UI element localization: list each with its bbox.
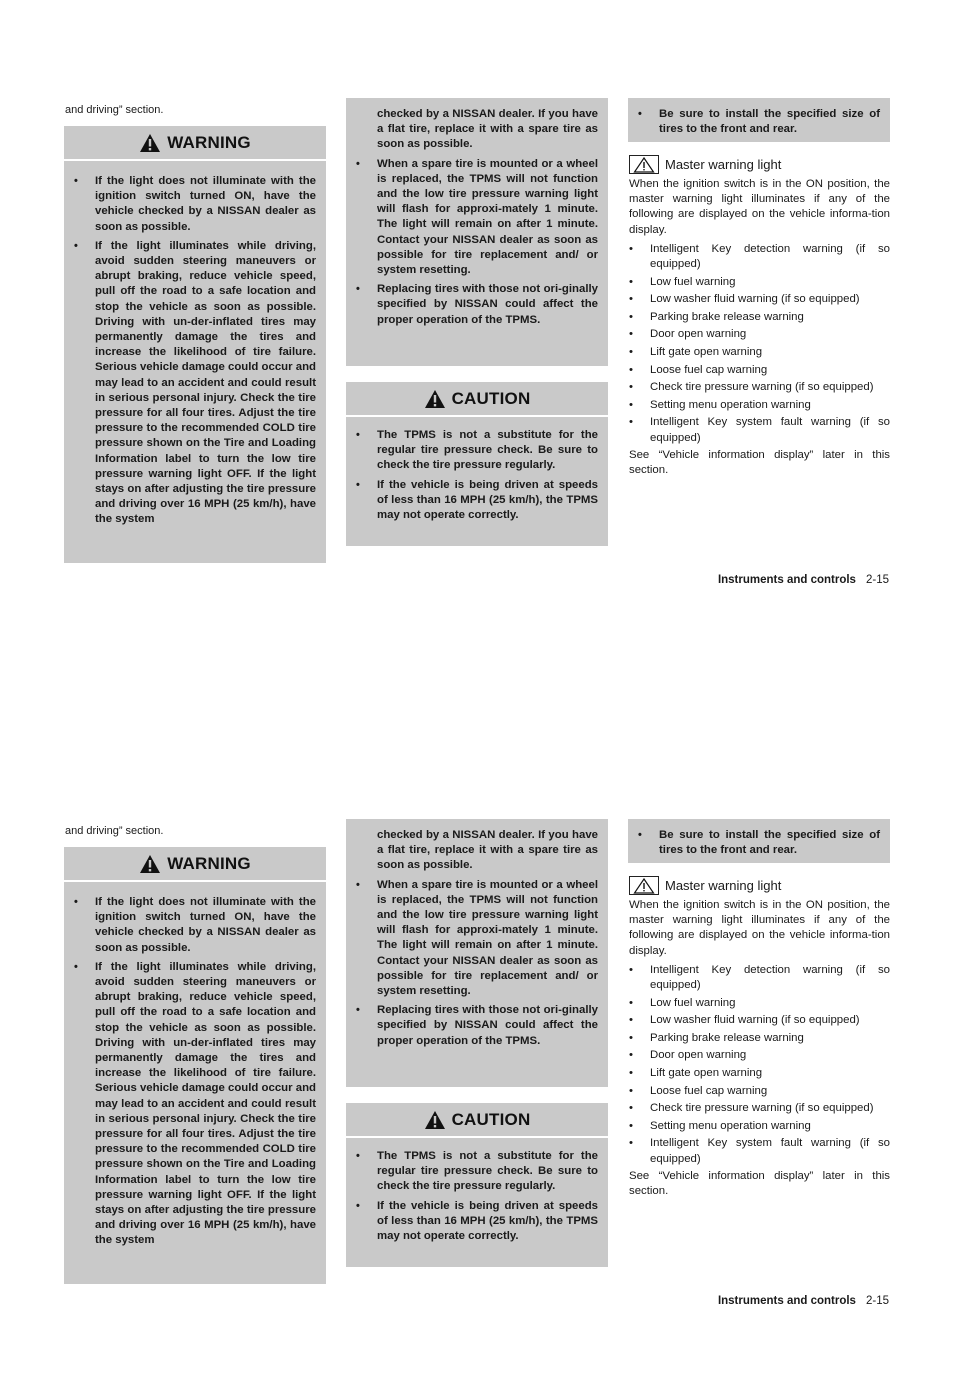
warning-box <box>64 847 326 1284</box>
master-warning-item: • Setting menu operation warning <box>629 398 890 413</box>
warning-item: • If the light does not illuminate with the ignition switch turned ON, have the vehicle checked by a NISSAN dealer as soon as possible. <box>64 174 326 235</box>
warning-title: WARNING <box>167 132 251 152</box>
caution-triangle-icon <box>424 389 446 409</box>
caution-triangle-icon <box>424 1110 446 1130</box>
caution-box <box>346 382 608 546</box>
warning-continued-text: checked by a NISSAN dealer. If you have a flat tire, replace it with a spare tire as soon as possible. <box>377 108 598 151</box>
master-warning-item: • Check tire pressure warning (if so equipped) <box>629 1101 890 1116</box>
warning-item: • If the light does not illuminate with the ignition switch turned ON, have the vehicle checked by a NISSAN dealer as soon as possible. <box>64 895 326 956</box>
page-footer <box>718 1294 889 1309</box>
footer-page-number: 2-15 <box>865 1295 889 1307</box>
warning-item: • If the light illuminates while driving, avoid sudden steering maneuvers or abrupt braking, reduce vehicle speed, pull off the road to a safe location and stop the vehicle as soon as possible. Driving with un-der-inflated tires may permanently damage the tires and increase the likelihood of tire failure. Serious vehicle damage could occur and may lead to an accident and could result in serious personal injury. Check the tire pressure for all four tires. Adjust the tire pressure to the recommended COLD tire pressure shown on the Tire and Loading Information label to turn the low tire pressure warning light OFF. If the light stays on after adjusting the tire pressure and driving over 16 MPH (25 km/h), have the system <box>64 960 326 1249</box>
intro-text: and driving” section. <box>65 825 164 837</box>
master-warning-section <box>629 876 890 1204</box>
warning-item: • Replacing tires with those not ori-ginally specified by NISSAN could affect the proper operation of the TPMS. <box>346 282 608 328</box>
warning-triangle-icon <box>139 133 161 153</box>
warning-title: WARNING <box>167 853 251 873</box>
warning-triangle-icon <box>139 854 161 874</box>
master-warning-item: • Lift gate open warning <box>629 345 890 360</box>
caution-title: CAUTION <box>451 388 531 408</box>
caution-header <box>346 382 608 417</box>
warning-item: • Replacing tires with those not ori-ginally specified by NISSAN could affect the proper operation of the TPMS. <box>346 1003 608 1049</box>
note-box <box>628 819 890 863</box>
caution-item: • The TPMS is not a substitute for the regular tire pressure check. Be sure to check the tire pressure regularly. <box>346 428 608 474</box>
master-warning-item: • Check tire pressure warning (if so equipped) <box>629 380 890 395</box>
master-warning-item: • Loose fuel cap warning <box>629 1084 890 1099</box>
footer-page-number: 2-15 <box>865 574 889 586</box>
master-warning-title: Master warning light <box>665 877 782 893</box>
footer-section-name: Instruments and controls <box>717 1295 856 1307</box>
caution-item: • If the vehicle is being driven at speeds of less than 16 MPH (25 km/h), the TPMS may not operate correctly. <box>346 478 608 524</box>
warning-continued-text: checked by a NISSAN dealer. If you have a flat tire, replace it with a spare tire as soon as possible. <box>377 829 598 872</box>
warning-item: • If the light illuminates while driving, avoid sudden steering maneuvers or abrupt braking, reduce vehicle speed, pull off the road to a safe location and stop the vehicle as soon as possible. Driving with un-der-inflated tires may permanently damage the tires and increase the likelihood of tire failure. Serious vehicle damage could occur and may lead to an accident and could result in serious personal injury. Check the tire pressure for all four tires. Adjust the tire pressure to the recommended COLD tire pressure shown on the Tire and Loading Information label to turn the low tire pressure warning light OFF. If the light stays on after adjusting the tire pressure and driving over 16 MPH (25 km/h), have the system <box>64 239 326 528</box>
warning-item: • When a spare tire is mounted or a wheel is replaced, the TPMS will not function and the low tire pressure warning light will flash for approxi-mately 1 minute. The light will remain on after 1 minute. Contact your NISSAN dealer as soon as possible for tire replacement and/ or system resetting. <box>346 157 608 279</box>
master-warning-triangle-icon <box>629 155 659 174</box>
intro-text: and driving” section. <box>65 104 164 116</box>
master-warning-item: • Intelligent Key system fault warning (if so equipped) <box>629 415 890 445</box>
master-warning-item: • Lift gate open warning <box>629 1066 890 1081</box>
warning-box <box>64 126 326 563</box>
manual-page-bottom <box>0 721 954 1396</box>
master-warning-item: • Low fuel warning <box>629 996 890 1011</box>
caution-item: • If the vehicle is being driven at speeds of less than 16 MPH (25 km/h), the TPMS may not operate correctly. <box>346 1199 608 1245</box>
warning-continued-box <box>346 98 608 366</box>
master-warning-item: • Low fuel warning <box>629 275 890 290</box>
master-warning-item: • Intelligent Key detection warning (if so equipped) <box>629 242 890 272</box>
see-also-text: See “Vehicle information display” later in this section. <box>629 1170 890 1198</box>
footer-section-name: Instruments and controls <box>717 574 856 586</box>
warning-header <box>64 126 326 161</box>
master-warning-body: When the ignition switch is in the ON position, the master warning light illuminates if any of the following are displayed on the vehicle informa-tion display. <box>629 178 890 236</box>
see-also-text: See “Vehicle information display” later in this section. <box>629 449 890 477</box>
master-warning-item: • Intelligent Key detection warning (if so equipped) <box>629 963 890 993</box>
master-warning-item: • Setting menu operation warning <box>629 1119 890 1134</box>
caution-box <box>346 1103 608 1267</box>
note-box <box>628 98 890 142</box>
master-warning-triangle-icon <box>629 876 659 895</box>
master-warning-item: • Parking brake release warning <box>629 1031 890 1046</box>
master-warning-title: Master warning light <box>665 156 782 172</box>
master-warning-item: • Low washer fluid warning (if so equipped) <box>629 1013 890 1028</box>
caution-item: • The TPMS is not a substitute for the regular tire pressure check. Be sure to check the tire pressure regularly. <box>346 1149 608 1195</box>
manual-page-top <box>0 0 954 675</box>
caution-header <box>346 1103 608 1138</box>
master-warning-item: • Loose fuel cap warning <box>629 363 890 378</box>
warning-continued-box <box>346 819 608 1087</box>
master-warning-item: • Door open warning <box>629 327 890 342</box>
master-warning-section <box>629 155 890 483</box>
note-item: • Be sure to install the specified size of tires to the front and rear. <box>628 107 890 137</box>
note-item: • Be sure to install the specified size of tires to the front and rear. <box>628 828 890 858</box>
warning-header <box>64 847 326 882</box>
caution-title: CAUTION <box>451 1109 531 1129</box>
page-footer <box>718 573 889 588</box>
master-warning-item: • Intelligent Key system fault warning (if so equipped) <box>629 1136 890 1166</box>
warning-item: • When a spare tire is mounted or a wheel is replaced, the TPMS will not function and the low tire pressure warning light will flash for approxi-mately 1 minute. The light will remain on after 1 minute. Contact your NISSAN dealer as soon as possible for tire replacement and/ or system resetting. <box>346 878 608 1000</box>
master-warning-item: • Door open warning <box>629 1048 890 1063</box>
master-warning-item: • Low washer fluid warning (if so equipped) <box>629 292 890 307</box>
master-warning-item: • Parking brake release warning <box>629 310 890 325</box>
master-warning-body: When the ignition switch is in the ON position, the master warning light illuminates if any of the following are displayed on the vehicle informa-tion display. <box>629 899 890 957</box>
